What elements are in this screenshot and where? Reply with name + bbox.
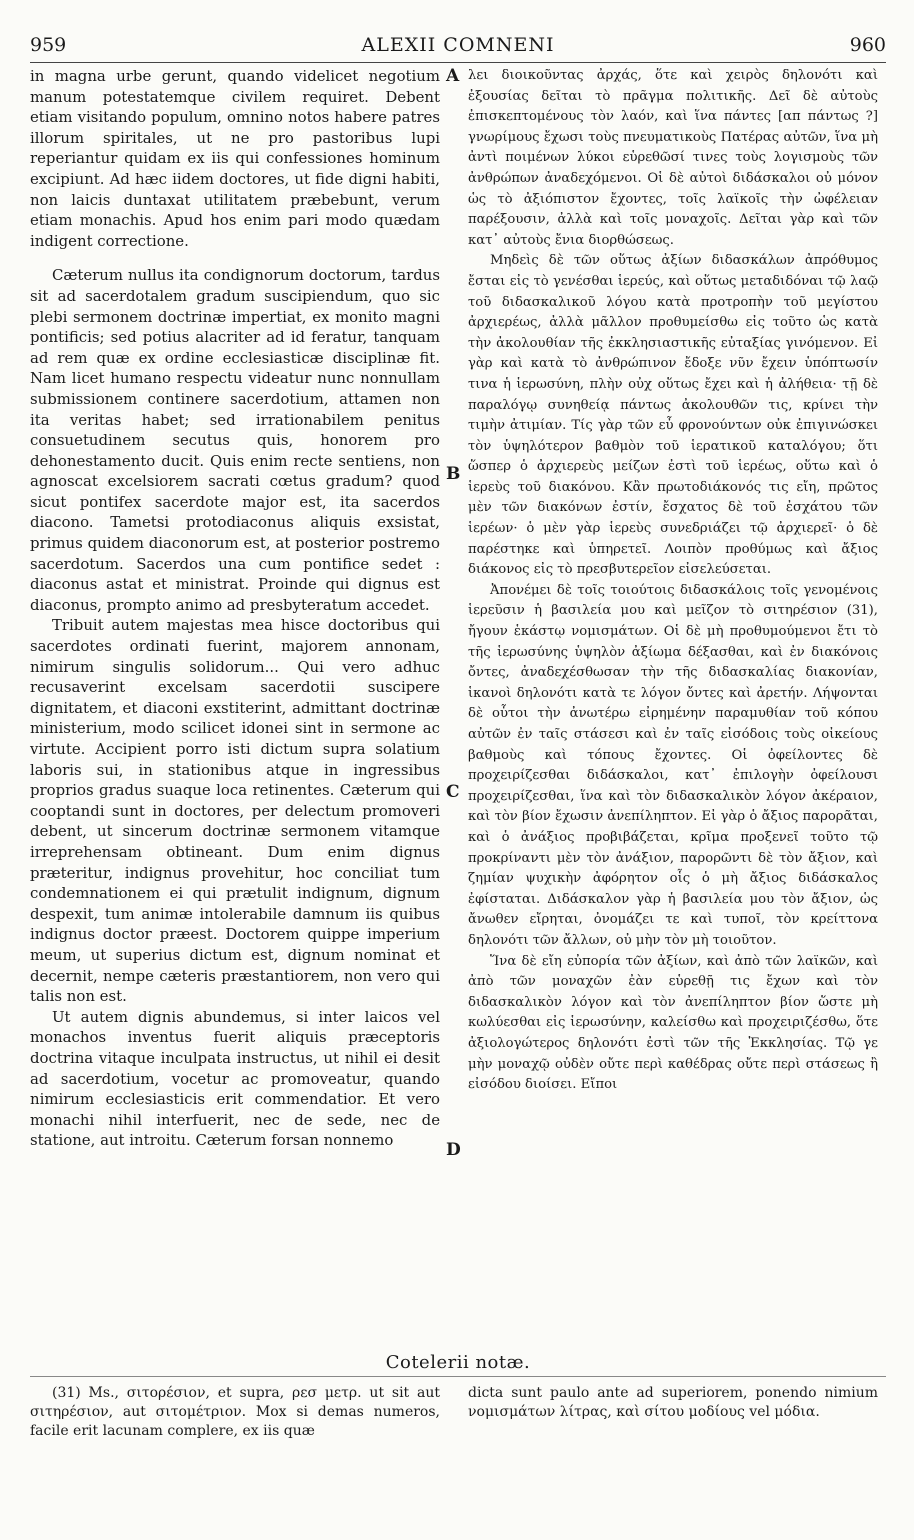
section-marker-c: C <box>446 782 460 802</box>
greek-paragraph: λει διοικοῦντας ἀρχάς, ὅτε καὶ χειρὸς δηλονότι καὶ ἐξουσίας δεῖται τὸ πρᾶγμα πολιτικῆς. Δεῖ δὲ αὐτοὺς ἐπισκεπτομένους τὸν λαόν, καὶ ἵνα πάντες [απ πάντως ?] γνωρίμους ἔχωσι τοὺς πνευματικοὺς Πατέρας αὐτῶν, ἵνα μὴ ἀντὶ ποιμένων λύκοι εὑρεθῶσί τινες τοὺς λογισμοὺς τῶν ἀνθρώπων ἀναδεχόμενοι. Οἱ δὲ αὐτοὶ διδάσκαλοι οὐ μόνον ὡς τὸ ἀξιόπιστον ἔχοντες, τοῖς λαϊκοῖς τὴν ὠφέλειαν παρέξουσιν, ἀλλὰ καὶ τοῖς μοναχοῖς. Δεῖται γὰρ καὶ τῶν κατ᾽ αὐτοὺς ἔνια διορθώσεως. <box>468 68 878 248</box>
latin-column <box>30 66 440 1151</box>
section-marker-d: D <box>446 1140 461 1160</box>
greek-paragraph: Μηδεὶς δὲ τῶν οὕτως ἀξίων διδασκάλων ἀπρόθυμος ἔσται εἰς τὸ γενέσθαι ἱερεύς, καὶ οὕτως μεταδιδόναι τῷ λαῷ τοῦ διδασκαλικοῦ λόγου κατὰ προτροπὴν τοῦ μεγίστου ἀρχιερέως, ἀλλὰ μᾶλλον προθυμείσθω εἰς τοῦτο ὡς κατὰ τὴν ἀκολουθίαν τῆς ἐκκλησιαστικῆς εὐταξίας γινόμενον. Εἰ γὰρ καὶ κατὰ τὸ ἀνθρώπινον ἔδοξε νῦν ἔχειν ὑπόπτωσίν τινα ἡ ἱερωσύνη, πλὴν οὐχ οὕτως ἔχει καὶ ἡ ἀλήθεια· τῇ δὲ παραλόγῳ συνηθείᾳ πάντως ἀκολουθῶν τις, κρίνει τὴν τιμὴν ἀτιμίαν. Τίς γὰρ τῶν εὖ φρονούντων οὐκ ἐπιγινώσκει τὸν ὑψηλότερον βαθμὸν τοῦ ἱερατικοῦ καταλόγου; ὅτι ὥσπερ ὁ ἀρχιερεὺς μείζων ἐστὶ τοῦ ἱερέως, οὕτω καὶ ὁ ἱερεὺς τοῦ διακόνου. Κἂν πρωτοδιάκονός τις εἴη, πρῶτος μὲν τῶν διακόνων ἐστίν, ἔσχατος δὲ τοῦ ἐσχάτου τῶν ἱερέων· ὁ μὲν γὰρ ἱερεὺς συνεδριάζει τῷ ἀρχιερεῖ· ὁ δὲ παρέστηκε καὶ ὑπηρετεῖ. Λοιπὸν προθύμως καὶ ἄξιος διάκονος εἰς τὸ πρεσβυτερεῖον εἰσελεύσεται. <box>468 253 878 578</box>
greek-paragraph: Ἵνα δὲ εἴη εὐπορία τῶν ἀξίων, καὶ ἀπὸ τῶν λαϊκῶν, καὶ ἀπὸ τῶν μοναχῶν ἐὰν εὑρεθῇ τις ἔχων καὶ τὸν διδασκαλικὸν λόγον καὶ τὸν ἀνεπίληπτον βίον ὥστε μὴ κωλύεσθαι εἰς ἱερωσύνην, καλείσθω καὶ προχειριζέσθω, ὅτε ἀξιολογώτερος δηλονότι ἐστὶ τῶν τῆς Ἐκκλησίας. Τῷ γε μὴν μοναχῷ οὐδὲν οὔτε περὶ καθέδρας οὔτε περὶ στάσεως ἢ εἰσόδου διοίσει. Εἴποι <box>468 953 878 1093</box>
greek-column <box>468 66 878 1096</box>
text-columns <box>30 66 886 1396</box>
note-right-column <box>468 1384 878 1422</box>
notes-divider <box>30 1376 886 1377</box>
page-number-right: 960 <box>849 34 886 56</box>
latin-paragraph: Tribuit autem majestas mea hisce doctoribus qui sacerdotes ordinati fuerint, majorem annonam, nimirum singulis solidorum... Qui vero adhuc recusaverint excelsam sacerdotii suscipere dignitatem, et diaconi exstiterint, admittant doctrinæ ministerium, modo scilicet idonei sint in sermone ac virtute. Accipient porro isti dictum supra solatium laboris sui, in stationibus atque in ingressibus proprios gradus suaque loca retinentes. Cæterum qui cooptandi sunt in doctores, per delectum promoveri debent, ut sincerum doctrinæ sermonem vitamque irreprehensam obtineant. Dum enim dignus præteritur, indignus provehitur, hoc conciliat tum condemnationem ei qui prætulit indignum, dignum despexit, tum animæ intolerabile damnum iis quibus indignus doctor præest. Doctorem quippe imperium meum, ut superius dictum est, dignum nominat et decernit, nempe cæteris præstantiorem, non vero qui talis non est. <box>30 616 440 1006</box>
page <box>30 30 886 1520</box>
page-number-left: 959 <box>30 34 67 56</box>
latin-paragraph: Ut autem dignis abundemus, si inter laicos vel monachos inventus fuerit aliquis præceptoris doctrina vitaque inculpata instructus, ut nihil ei desit ad sacerdotium, vocetur ac promoveatur, quando nimirum ecclesiasticis erit commendatior. Et vero monachi nihil interfuerit, nec de sede, nec de statione, aut introitu. Cæterum forsan nonnemo <box>30 1007 440 1150</box>
greek-paragraph: Ἀπονέμει δὲ τοῖς τοιούτοις διδασκάλοις τοῖς γενομένοις ἱερεῦσιν ἡ βασιλεία μου καὶ μεῖζον τὸ σιτηρέσιον (31), ἤγουν ἑκάστῳ νομισμάτων. Οἱ δὲ μὴ προθυμούμενοι ἔτι τὸ τῆς ἱερωσύνης ὑψηλὸν ἀξίωμα δέξασθαι, καὶ ἐν διακόνοις ὄντες, ἀναδεχέσθωσαν τὴν τῆς διδασκαλίας διακονίαν, ἱκανοὶ δηλονότι κατὰ τε λόγον ὄντες καὶ ἀρετήν. Λήψονται δὲ οὗτοι τὴν ἀνωτέρω εἰρημένην παραμυθίαν τοῦ κόπου αὐτῶν ἐν ταῖς στάσεσι καὶ ἐν ταῖς εἰσόδοις τοὺς οἰκείους βαθμοὺς καὶ τόπους ἔχοντες. Οἱ ὀφείλοντες δὲ προχειρίζεσθαι διδάσκαλοι, κατ᾽ ἐπιλογὴν ὀφείλουσι προχειρίζεσθαι, ἵνα καὶ τὸν διδασκαλικὸν λόγον ἀκέραιον, καὶ τὸν βίον ἔχωσιν ἀνεπίληπτον. Εἰ γὰρ ὁ ἄξιος παρορᾶται, καὶ ὁ ἀνάξιος προβιβάζεται, κρῖμα προξενεῖ τοῦτο τῷ προκρίναντι μὲν τὸν ἀνάξιον, παρορῶντι δὲ τὸν ἄξιον, καὶ ζημίαν ψυχικὴν ἀφόρητον οἷς ὁ μὴ ἄξιος διδάσκαλος ἐφίσταται. Διδάσκαλον γὰρ ἡ βασιλεία μου τὸν ἄξιον, ὡς ἄνωθεν εἴρηται, ὀνομάζει τε καὶ τυποῖ, τὸν κρείττονα δηλονότι τῶν ἄλλων, οὐ μὴν τὸν μὴ τοιοῦτον. <box>468 582 878 948</box>
footnote-text-continued: dicta sunt paulo ante ad superiorem, ponendo nimium νομισμάτων λίτρας, καὶ σίτου μοδίους vel μόδια. <box>468 1385 878 1420</box>
section-marker-b: B <box>446 464 461 484</box>
running-title: ALEXII COMNENI <box>361 34 555 56</box>
notes-title: Cotelerii notæ. <box>385 1352 531 1373</box>
footnote-text: (31) Ms., σιτορέσιον, et supra, ρεσ μετρ. ut sit aut σιτηρέσιον, aut σιτομέτριον. Mox si demas numeros, facile erit lacunam complere, ex iis quæ <box>30 1385 440 1439</box>
latin-paragraph: in magna urbe gerunt, quando videlicet negotium manum potestatemque civilem requiret. Debent etiam visitando populum, omnino notos habere patres illorum spiritales, ut ne pro pastoribus lupi reperiantur quidam ex iis qui confessiones hominum excipiunt. Ad hæc iidem doctores, ut fide digni habiti, non laicis duntaxat utilitatem præbebunt, verum etiam monachis. Apud hos enim pari modo quædam indigent correctione. <box>30 67 440 250</box>
running-header <box>30 30 886 63</box>
note-left-column <box>30 1384 440 1441</box>
latin-paragraph: Cæterum nullus ita condignorum doctorum, tardus sit ad sacerdotalem gradum suscipiendum, quo sic plebi sermonem doctrinæ impertiat, ex monito magni pontificis; sed potius alacriter ad id feratur, tanquam ad rem quæ ex ordine ecclesiasticæ disciplinæ fit. Nam licet humano respectu videatur nunc nonnullam submissionem continere sacerdotium, attamen non ita veritas habet; sed irrationabilem penitus consuetudinem secutus quis, honorem pro dehonestamento ducit. Quis enim recte sentiens, non agnoscat excelsiorem sacrati cœtus gradum? quod sicut pontifex sacerdote major est, ita sacerdos diacono. Tametsi protodiaconus aliquis exsistat, primus quidem diaconorum est, at posterior postremo sacerdotum. Sacerdos una cum pontifice sedet : diaconus astat et ministrat. Proinde qui dignus est diaconus, prompto animo ad presbyteratum accedet. <box>30 266 440 614</box>
section-marker-a: A <box>446 66 460 86</box>
